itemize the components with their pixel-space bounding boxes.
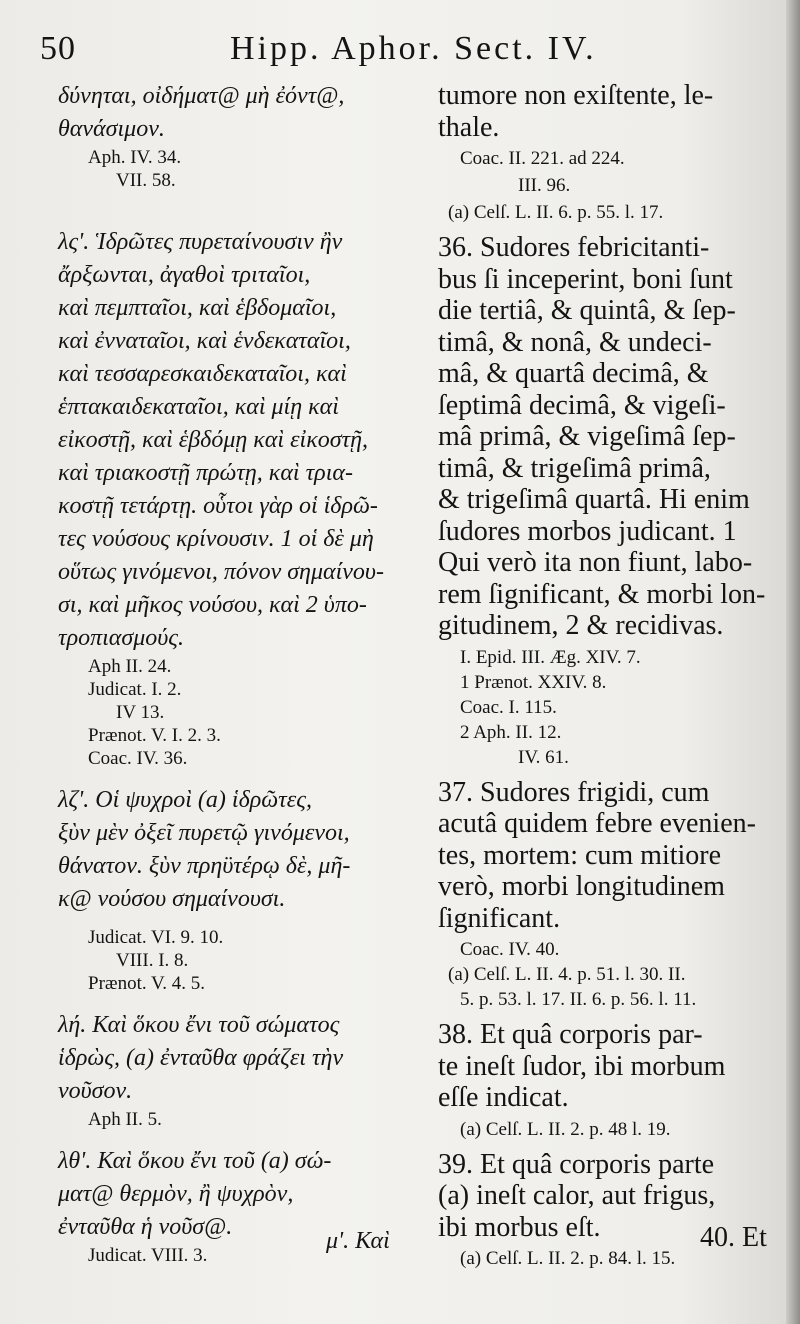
catchword-greek: μ'. Καὶ bbox=[326, 1228, 390, 1254]
cross-reference: Judicat. VIII. 3. bbox=[88, 1245, 208, 1266]
footnote: 5. p. 53. l. 17. II. 6. p. 56. l. 11. bbox=[460, 989, 697, 1010]
footnote: (a) Celſ. L. II. 2. p. 84. l. 15. bbox=[460, 1248, 676, 1269]
latin-line: timâ, & nonâ, & undeci- bbox=[438, 326, 712, 358]
latin-line: ſudores morbos judicant. 1 bbox=[438, 515, 737, 547]
footnote: (a) Celſ. L. II. 2. p. 48 l. 19. bbox=[460, 1118, 671, 1140]
citation-note: Coac. I. 115. bbox=[460, 696, 557, 718]
cross-reference: Prænot. V. I. 2. 3. bbox=[88, 725, 221, 746]
page-number: 50 bbox=[40, 30, 76, 67]
latin-line: timâ, & trigeſimâ primâ, bbox=[438, 452, 711, 484]
latin-line: 36. Sudores febricitanti- bbox=[438, 232, 710, 263]
cross-reference: Prænot. V. 4. 5. bbox=[88, 973, 206, 994]
citation-note: I. Epid. III. Æg. XIV. 7. bbox=[460, 646, 641, 668]
latin-line: acutâ quidem febre evenien- bbox=[438, 808, 756, 839]
latin-column bbox=[438, 80, 783, 1270]
cross-reference: Judicat. I. 2. bbox=[88, 679, 182, 700]
greek-line: ξὺν μὲν ὀξεῖ πυρετῷ γινόμενοι, bbox=[58, 820, 350, 846]
latin-line: verò, morbi longitudinem bbox=[438, 871, 725, 902]
citation-note: III. 96. bbox=[518, 175, 571, 196]
catchword-latin: 40. Et bbox=[700, 1222, 767, 1253]
footnote: (a) Celſ. L. II. 6. p. 55. l. 17. bbox=[448, 202, 664, 223]
latin-line: ſignificant. bbox=[438, 902, 561, 934]
latin-line: Qui verò ita non fiunt, labo- bbox=[438, 547, 753, 578]
cross-reference: Judicat. VI. 9. 10. bbox=[88, 927, 224, 948]
latin-line: 38. Et quâ corporis par- bbox=[438, 1019, 703, 1050]
citation-note: 2 Aph. II. 12. bbox=[460, 721, 562, 743]
running-title: Hipp. Aphor. Sect. IV. bbox=[230, 30, 597, 67]
greek-line: καὶ τριακοστῇ πρώτῃ, καὶ τρια- bbox=[58, 460, 353, 486]
latin-aphorism-36 bbox=[438, 232, 783, 642]
greek-line: ἄρξωνται, ἀγαθοὶ τριταῖοι, bbox=[58, 262, 311, 288]
latin-line: rem ſignificant, & morbi lon- bbox=[438, 578, 766, 610]
citation-note: Coac. II. 221. ad 224. bbox=[460, 148, 625, 169]
latin-line: te ineſt ſudor, ibi morbum bbox=[438, 1050, 726, 1082]
latin-line: 37. Sudores frigidi, cum bbox=[438, 776, 710, 808]
greek-line: λζ'. Οἱ ψυχροὶ (a) ἱδρῶτες, bbox=[58, 787, 312, 813]
latin-passage-top bbox=[438, 80, 783, 143]
greek-line: λή. Καὶ ὅκου ἔνι τοῦ σώματος bbox=[58, 1012, 340, 1038]
greek-line: τροπιασμούς. bbox=[58, 625, 185, 651]
latin-line: mâ, & quartâ decimâ, & bbox=[438, 358, 709, 389]
greek-line: ἱδρὼς, (a) ἐνταῦθα φράζει τὴν bbox=[58, 1045, 344, 1071]
greek-line: λθ'. Καὶ ὅκου ἔνι τοῦ (a) σώ- bbox=[58, 1148, 332, 1174]
greek-line: τες νούσους κρίνουσιν. 1 οἱ δὲ μὴ bbox=[58, 526, 374, 552]
greek-line: λς'. Ἱδρῶτες πυρεταίνουσιν ἢν bbox=[58, 229, 343, 255]
greek-column bbox=[58, 80, 418, 1267]
greek-aphorism-38 bbox=[58, 1009, 418, 1108]
citation-note: 1 Prænot. XXIV. 8. bbox=[460, 671, 607, 693]
greek-aphorism-37 bbox=[58, 784, 418, 916]
page-edge-shadow bbox=[786, 0, 800, 1324]
latin-line: tes, mortem: cum mitiore bbox=[438, 839, 722, 871]
latin-line: tumore non exiſtente, le- bbox=[438, 80, 714, 111]
greek-aphorism-36 bbox=[58, 226, 418, 655]
latin-line: thale. bbox=[438, 111, 500, 143]
cross-reference: Aph. IV. 34. bbox=[88, 147, 182, 168]
latin-line: ſeptimâ decimâ, & vigeſi- bbox=[438, 389, 726, 421]
latin-line: mâ primâ, & vigeſimâ ſep- bbox=[438, 421, 736, 452]
cross-reference: Aph II. 24. bbox=[88, 656, 172, 677]
greek-line: δύνηται, οἰδήματ@ μὴ ἐόντ@, bbox=[58, 83, 345, 109]
greek-line: νοῦσον. bbox=[58, 1078, 133, 1104]
greek-line: σι, καὶ μῆκος νούσου, καὶ 2 ὑπο- bbox=[58, 592, 367, 618]
greek-line: καὶ ἐνναταῖοι, καὶ ἑνδεκαταῖοι, bbox=[58, 328, 351, 354]
greek-line: θάνατον. ξὺν πρηϋτέρῳ δὲ, μῆ- bbox=[58, 853, 351, 879]
latin-line: (a) ineſt calor, aut frigus, bbox=[438, 1180, 716, 1211]
cross-reference: Coac. IV. 36. bbox=[88, 748, 188, 769]
greek-line: ἑπτακαιδεκαταῖοι, καὶ μίῃ καὶ bbox=[58, 394, 339, 420]
latin-line: gitudinem, 2 & recidivas. bbox=[438, 610, 724, 641]
cross-reference: Aph II. 5. bbox=[88, 1109, 162, 1130]
citation-note: IV. 61. bbox=[518, 746, 569, 768]
latin-aphorism-38 bbox=[438, 1019, 783, 1114]
greek-passage-top bbox=[58, 80, 418, 146]
latin-line: bus ſi inceperint, boni ſunt bbox=[438, 263, 733, 295]
latin-line: eſſe indicat. bbox=[438, 1082, 569, 1113]
latin-line: & trigeſimâ quartâ. Hi enim bbox=[438, 484, 750, 515]
greek-line: κοστῇ τετάρτῃ. οὗτοι γὰρ οἱ ἱδρῶ- bbox=[58, 493, 378, 519]
greek-line: εἰκοστῇ, καὶ ἑβδόμῃ καὶ εἰκοστῇ, bbox=[58, 427, 369, 453]
cross-reference: VII. 58. bbox=[116, 170, 176, 191]
greek-line: καὶ τεσσαρεσκαιδεκαταῖοι, καὶ bbox=[58, 361, 347, 387]
greek-line: οὕτως γινόμενοι, πόνον σημαίνου- bbox=[58, 559, 384, 585]
latin-line: ibi morbus eſt. bbox=[438, 1211, 601, 1243]
footnote: (a) Celſ. L. II. 4. p. 51. l. 30. II. bbox=[448, 964, 686, 985]
greek-line: ματ@ θερμὸν, ἢ ψυχρὸν, bbox=[58, 1181, 294, 1207]
greek-line: κ@ νούσου σημαίνουσι. bbox=[58, 886, 286, 912]
greek-line: καὶ πεμπταῖοι, καὶ ἑβδομαῖοι, bbox=[58, 295, 337, 321]
greek-line: θανάσιμον. bbox=[58, 116, 165, 142]
cross-reference: IV 13. bbox=[116, 702, 165, 723]
latin-line: 39. Et quâ corporis parte bbox=[438, 1148, 715, 1180]
page-header bbox=[40, 30, 770, 74]
latin-aphorism-37 bbox=[438, 777, 783, 935]
latin-line: die tertiâ, & quintâ, & ſep- bbox=[438, 295, 736, 326]
cross-reference: VIII. I. 8. bbox=[116, 950, 189, 971]
greek-line: ἐνταῦθα ἡ νοῦσ@. bbox=[58, 1214, 233, 1240]
citation-note: Coac. IV. 40. bbox=[460, 939, 560, 960]
